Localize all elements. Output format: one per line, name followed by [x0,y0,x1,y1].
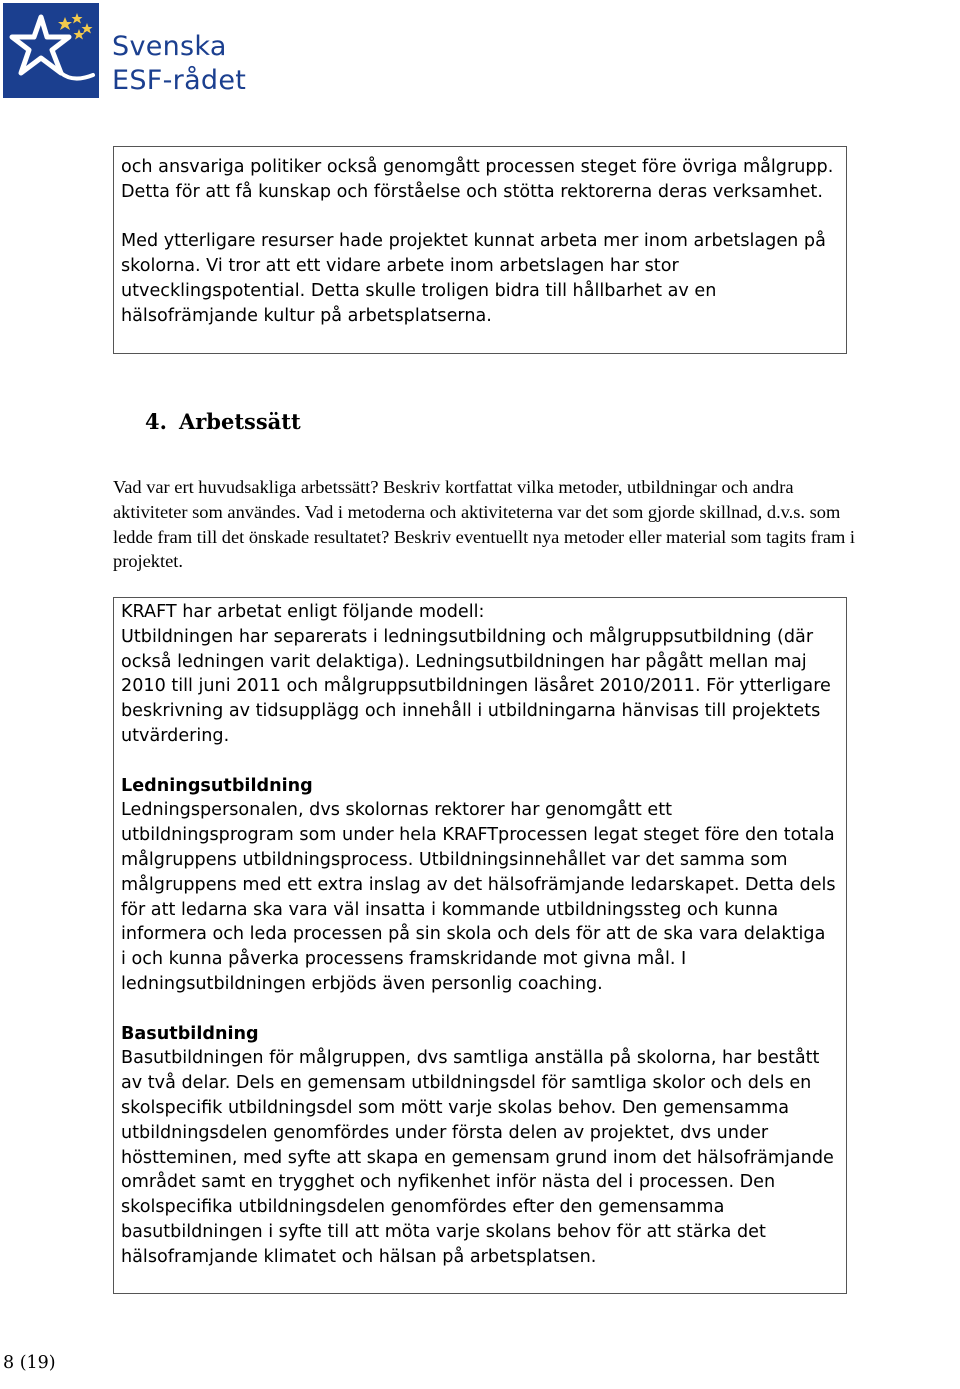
page-number: 8 (19) [3,1353,56,1373]
question-line: ledde fram till det önskade resultatet? Beskriv eventuellt nya metoder eller material som tagits fram i [113,526,856,547]
text-line: utvecklingspotential. Detta skulle troligen bidra till hållbarhet av en [121,280,717,301]
section-title: Arbetssätt [178,409,301,434]
logo-line-1: Svenska [112,31,227,62]
text-line: Ledningspersonalen, dvs skolornas rektorer har genomgått ett [121,800,673,821]
text-line: Utbildningen har separerats i ledningsutbildning och målgruppsutbildning (där [121,626,814,647]
text-line: basutbildningen i syfte till att möta varje skolans behov för att stärka det [121,1221,766,1242]
text-line: ledningsutbildningen erbjöds även personlig coaching. [121,973,603,994]
logo-line-2: ESF-rådet [112,65,247,96]
text-line: informera och leda processen på sin skola och dels för att de ska vara delaktiga [121,924,826,945]
text-line: höstteminen, med syfte att skapa en gemensam grund inom det hälsofrämjande [121,1147,834,1168]
text-line: området samt en trygghet och nyfikenhet inför nästa del i processen. Den [121,1172,776,1193]
section-number: 4. [145,409,167,434]
text-line: Med ytterligare resurser hade projektet kunnat arbeta mer inom arbetslagen på [121,231,826,252]
text-line: målgruppens med ett extra inslag av det hälsofrämjande ledarskapet. Detta dels [121,874,836,895]
star-logo-icon [3,3,99,98]
text-line: utbildningsprogram som under hela KRAFTprocessen legat steget före den totala [121,825,835,846]
text-line: målgruppens utbildningsprocess. Utbildningsinnehållet var det samma som [121,849,788,870]
question-line: aktiviteter som användes. Vad i metoderna och aktiviteterna var det som gjorde skillnad, d.v.s. som [113,501,841,522]
question-line: projektet. [113,551,183,572]
text-line: Detta för att få kunskap och förståelse och stötta rektorerna deras verksamhet. [121,181,823,202]
text-line: i och kunna påverka processens framskridande mot givna mål. I [121,949,687,970]
question-line: Vad var ert huvudsakliga arbetssätt? Beskriv kortfattat vilka metoder, utbildningar och andra [113,477,794,497]
text-line: 2010 till juni 2011 och målgruppsutbildningen läsåret 2010/2011. För ytterligare [121,676,831,697]
text-line: skolspecifika utbildningsdelen genomfördes efter den gemensamma [121,1197,725,1218]
text-line: också ledningen varit delaktiga). Ledningsutbildningen har pågått mellan maj [121,651,807,672]
text-line: skolorna. Vi tror att ett vidare arbete inom arbetslagen har stor [121,256,679,277]
answer-box-previous [113,146,847,354]
text-line: hälsoframjande klimatet och hälsan på arbetsplatsen. [121,1246,597,1267]
question-text [113,475,913,574]
logo-mark [3,3,99,98]
text-line: för att ledarna ska vara väl insatta i kommande utbildningssteg och kunna [121,899,779,920]
text-line: beskrivning av tidsupplägg och innehåll i utbildningarna hänvisas till projektets [121,701,821,722]
answer-box-arbetssatt [113,597,847,1294]
text-line: och ansvariga politiker också genomgått processen steget före övriga målgrupp. [121,157,834,177]
text-line: skolspecifik utbildningsdel som mött varje skolas behov. Den gemensamma [121,1097,790,1118]
text-line: utbildningsdelen genomfördes under första delen av projektet, dvs under [121,1122,769,1143]
text-line: Basutbildningen för målgruppen, dvs samtliga anställa på skolorna, har bestått [121,1048,820,1069]
section-heading [145,407,301,437]
subheading-basutbildning: Basutbildning [121,1023,259,1044]
text-line: hälsofrämjande kultur på arbetsplatserna. [121,305,492,326]
text-line: utvärdering. [121,725,230,746]
text-line: KRAFT har arbetat enligt följande modell: [121,602,485,622]
logo-text [112,30,246,98]
subheading-ledningsutbildning: Ledningsutbildning [121,775,313,796]
text-line: av två delar. Dels en gemensam utbildningsdel för samtliga skolor och dels en [121,1073,812,1094]
